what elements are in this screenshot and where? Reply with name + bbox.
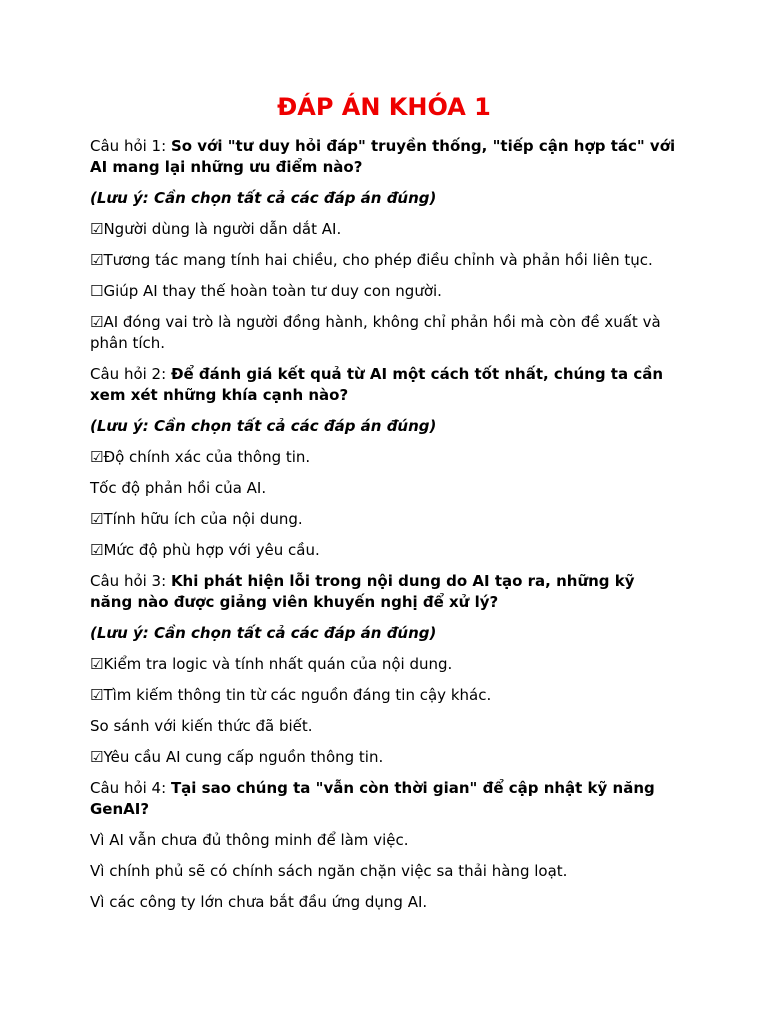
answer-option: ☑Tương tác mang tính hai chiều, cho phép điều chỉnh và phản hồi liên tục. [90, 251, 653, 269]
page-title: ĐÁP ÁN KHÓA 1 [277, 93, 491, 121]
answer-option: Vì các công ty lớn chưa bắt đầu ứng dụng AI. [90, 893, 428, 911]
answer-option: ☑Người dùng là người dẫn dắt AI. [90, 220, 342, 238]
answer-option: Vì chính phủ sẽ có chính sách ngăn chặn việc sa thải hàng loạt. [90, 862, 568, 880]
answer-option: ☑Kiểm tra logic và tính nhất quán của nội dung. [90, 655, 453, 673]
question-note: (Lưu ý: Cần chọn tất cả các đáp án đúng) [90, 624, 437, 642]
question-text: So với "tư duy hỏi đáp" truyền thống, "tiếp cận hợp tác" với AI mang lại những ưu điểm nào? [90, 137, 676, 176]
question-label: Câu hỏi 3: [90, 572, 171, 590]
answer-option: So sánh với kiến thức đã biết. [90, 717, 313, 735]
question-label: Câu hỏi 4: [90, 779, 171, 797]
answer-option: Tốc độ phản hồi của AI. [90, 479, 267, 497]
answer-option: ☑Mức độ phù hợp với yêu cầu. [90, 541, 320, 559]
answer-option: ☑Tìm kiếm thông tin từ các nguồn đáng tin cậy khác. [90, 686, 492, 704]
answer-option: ☑Yêu cầu AI cung cấp nguồn thông tin. [90, 748, 384, 766]
question-2 [90, 364, 680, 406]
answer-content [90, 136, 680, 923]
question-note: (Lưu ý: Cần chọn tất cả các đáp án đúng) [90, 189, 437, 207]
question-1 [90, 136, 680, 178]
question-label: Câu hỏi 2: [90, 365, 171, 383]
question-label: Câu hỏi 1: [90, 137, 171, 155]
answer-option: ☑AI đóng vai trò là người đồng hành, không chỉ phản hồi mà còn đề xuất và phân tích. [90, 313, 661, 352]
answer-option: ☑Độ chính xác của thông tin. [90, 448, 311, 466]
answer-option: ☐Giúp AI thay thế hoàn toàn tư duy con người. [90, 282, 442, 300]
question-text: Để đánh giá kết quả từ AI một cách tốt nhất, chúng ta cần xem xét những khía cạnh nào? [90, 365, 664, 404]
question-text: Tại sao chúng ta "vẫn còn thời gian" để cập nhật kỹ năng GenAI? [90, 779, 655, 818]
answer-option: Vì AI vẫn chưa đủ thông minh để làm việc. [90, 831, 409, 849]
answer-option: ☑Tính hữu ích của nội dung. [90, 510, 303, 528]
question-4 [90, 778, 680, 820]
question-3 [90, 571, 680, 613]
question-note: (Lưu ý: Cần chọn tất cả các đáp án đúng) [90, 417, 437, 435]
question-text: Khi phát hiện lỗi trong nội dung do AI tạo ra, những kỹ năng nào được giảng viên khuyến nghị để xử lý? [90, 572, 635, 611]
